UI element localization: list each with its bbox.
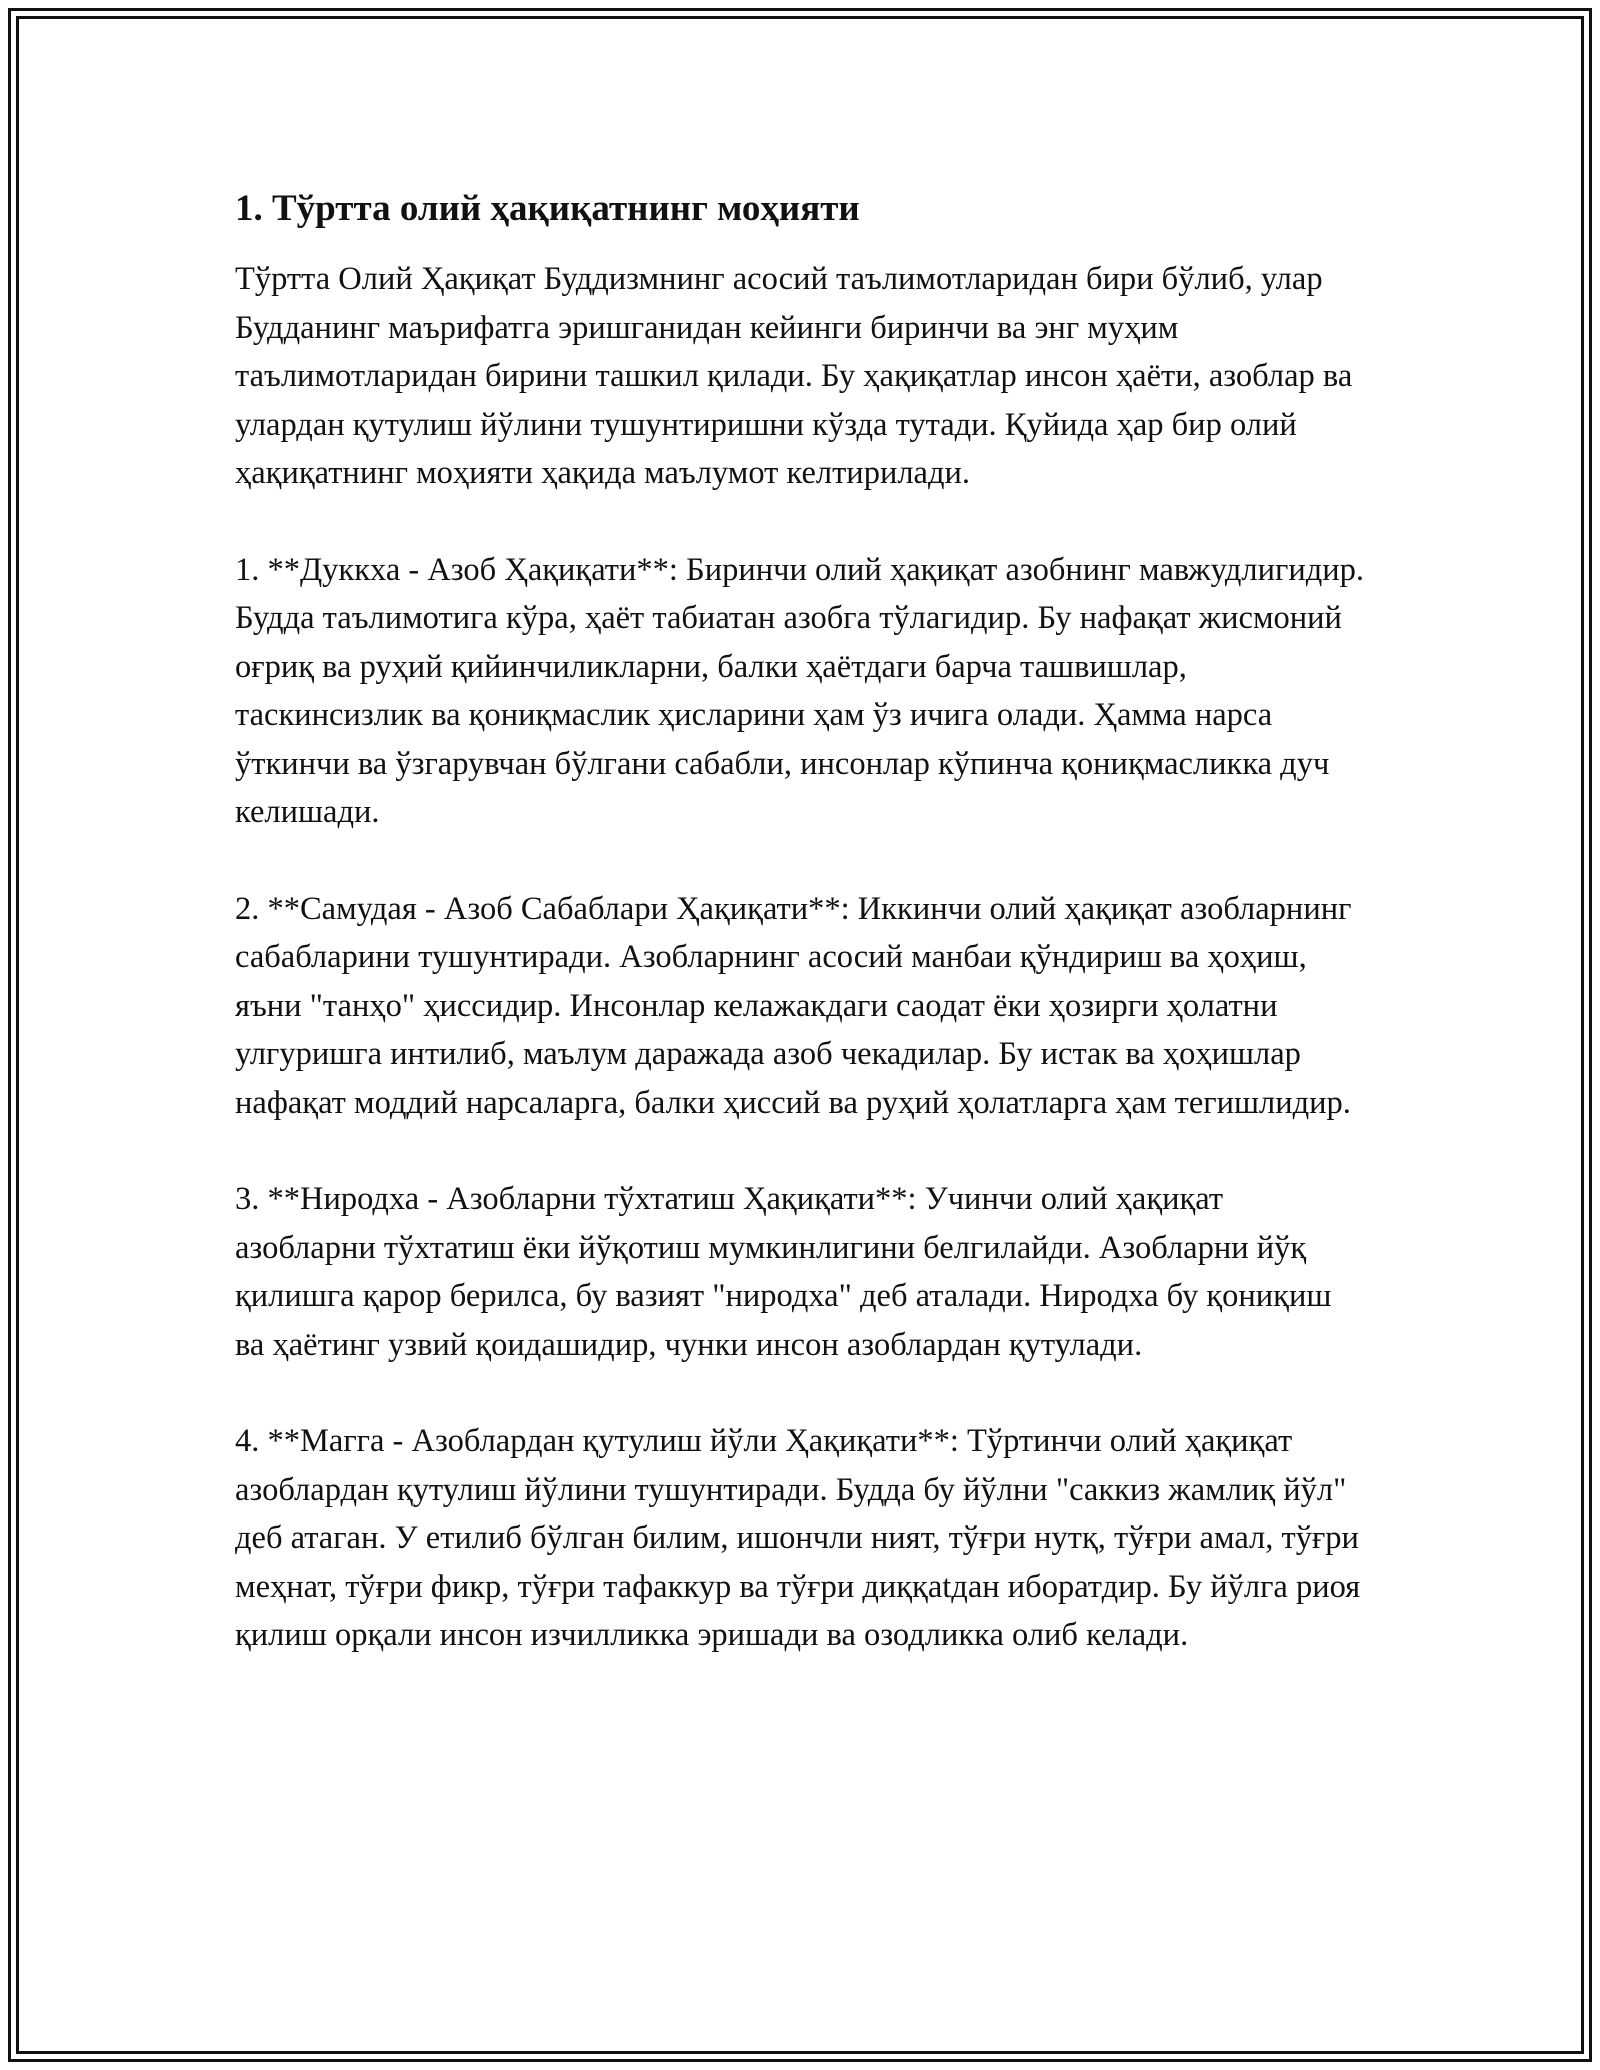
- paragraph-dukkha: 1. **Дуккха - Азоб Ҳақиқати**: Биринчи олий ҳақиқат азобнинг мавжудлигидир. Будда таълимотига кўра, ҳаёт табиатан азобга тўлагидир. Бу нафақат жисмоний оғриқ ва руҳий қийинчиликларни, балки ҳаётдаги барча ташвишлар, таскинсизлик ва қониқмаслик ҳисларини ҳам ўз ичига олади. Ҳамма нарса ўткинчи ва ўзгарувчан бўлгани сабабли, инсонлар кўпинча қониқмасликка дуч келишади.: [235, 551, 1365, 830]
- paragraph-nirodha: 3. **Ниродха - Азобларни тўхтатиш Ҳақиқати**: Учинчи олий ҳақиқат азобларни тўхтатиш ёки йўқотиш мумкинлигини белгилайди. Азобларни йўқ қилишга қарор берилса, бу вазият "ниродха" деб аталади. Ниродха бу қониқиш ва ҳаётинг узвий қоидашидир, чунки инсон азоблардан қутулади.: [235, 1181, 1332, 1363]
- section-title: 1. Тўртта олий ҳақиқатнинг моҳияти: [235, 188, 860, 229]
- paragraph-samudaya: 2. **Самудая - Азоб Сабаблари Ҳақиқати**: Иккинчи олий ҳақиқат азобларнинг сабабларини тушунтиради. Азобларнинг асосий манбаи қўндириш ва ҳоҳиш, яъни "танҳо" ҳиссидир. Инсонлар келажакдаги саодат ёки ҳозирги ҳолатни улгуришга интилиб, маълум даражада азоб чекадилар. Бу истак ва ҳоҳишлар нафақат моддий нарсаларга, балки ҳиссий ва руҳий ҳолатларга ҳам тегишлидир.: [235, 890, 1352, 1121]
- paragraph-magga: 4. **Магга - Азоблардан қутулиш йўли Ҳақиқати**: Тўртинчи олий ҳақиқат азоблардан қутулиш йўлини тушунтиради. Будда бу йўлни "саккиз жамлиқ йўл" деб атаган. У етилиб бўлган билим, ишончли ният, тўғри нутқ, тўғри амал, тўғри меҳнат, тўғри фикр, тўғри тафаккур ва тўғри диққatдан иборатдир. Бу йўлга риоя қилиш орқали инсон изчилликка эришади ва озодликка олиб келади.: [235, 1423, 1361, 1653]
- intro-paragraph: Тўртта Олий Ҳақиқат Буддизмнинг асосий таълимотларидан бири бўлиб, улар Будданинг маърифатга эришганидан кейинги биринчи ва энг муҳим таълимотларидан бирини ташкил қилади. Бу ҳақиқатлар инсон ҳаёти, азоблар ва улардан қутулиш йўлини тушунтиришни кўзда тутади. Қуйида ҳар бир олий ҳақиқатнинг моҳияти ҳақида маълумот келтирилади.: [235, 261, 1353, 491]
- document-body: [235, 185, 1365, 1708]
